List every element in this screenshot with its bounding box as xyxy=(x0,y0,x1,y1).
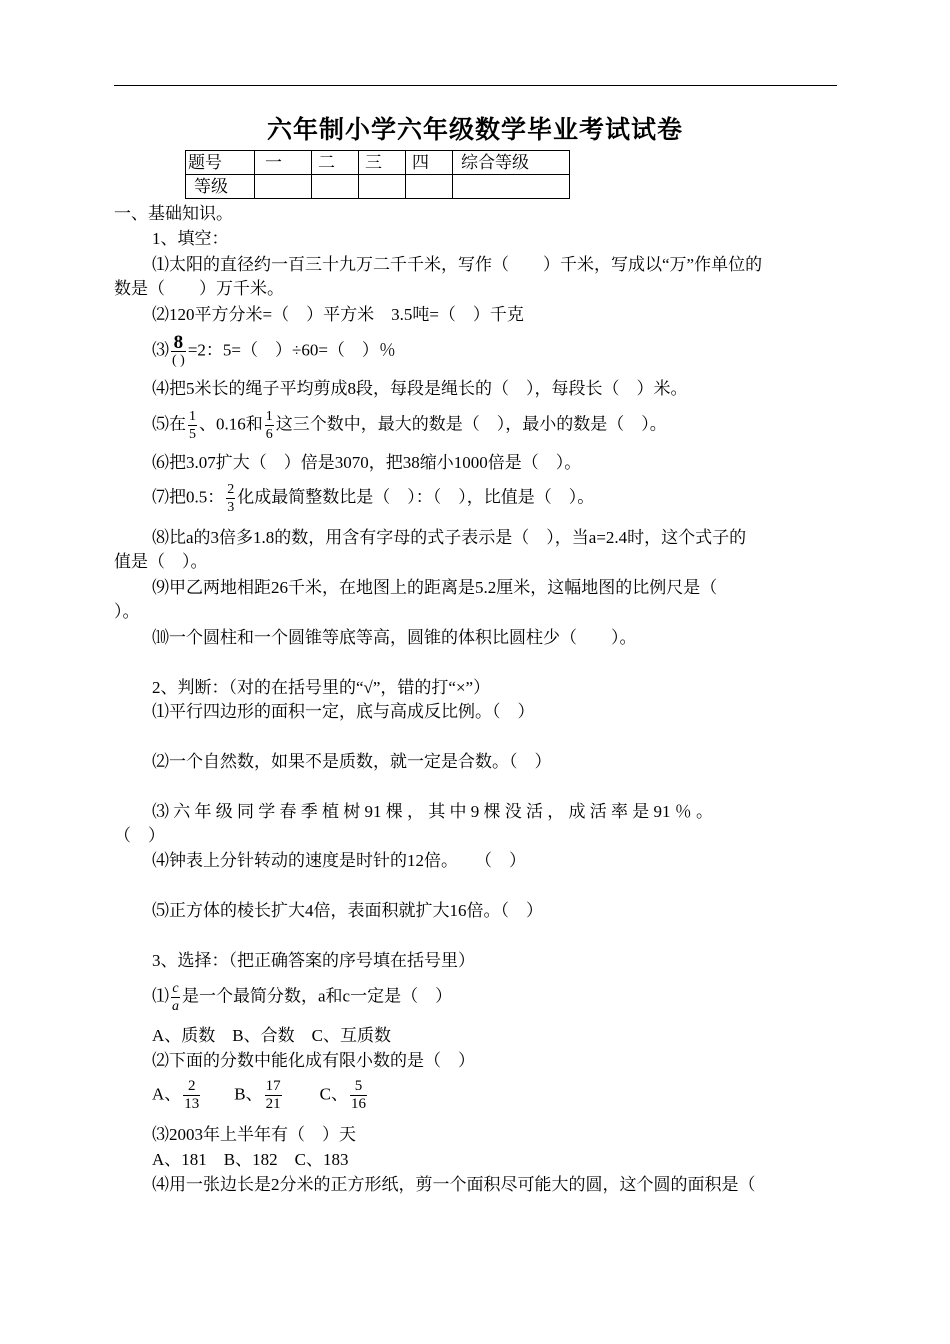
fraction-numerator: 1 xyxy=(265,409,273,424)
fraction-denominator: 21 xyxy=(265,1096,281,1112)
fraction-denominator: ( ) xyxy=(172,353,185,368)
page-title: 六年制小学六年级数学毕业考试试卷 xyxy=(266,117,683,144)
fraction-denominator: 16 xyxy=(350,1096,366,1112)
table-cell[interactable] xyxy=(359,175,406,199)
question-text: 、0.16和 xyxy=(199,414,263,434)
question-line: ⑷把5米长的绳子平均剪成8段，每段是绳长的（ ），每段长（ ）米。 xyxy=(152,379,688,398)
question-line: ⑹把3.07扩大（ ）倍是3070，把38缩小1000倍是（ ）。 xyxy=(152,453,582,472)
fraction-numerator: 5 xyxy=(350,1078,367,1096)
question-text: 是一个最简分数，a和c一定是（ ） xyxy=(182,986,453,1006)
table-cell: 一 xyxy=(255,151,312,175)
fraction-numerator: 1 xyxy=(189,409,196,424)
question-line: ⑵下面的分数中能化成有限小数的是（ ） xyxy=(152,1051,475,1070)
fraction xyxy=(265,408,274,443)
judge-heading: 2、判断：（对的在括号里的“√”，错的打“×”） xyxy=(152,678,491,697)
fraction-denominator: 3 xyxy=(227,500,235,515)
header-rule xyxy=(114,85,837,86)
question-text: ⑺把0.5： xyxy=(152,487,225,507)
table-cell[interactable] xyxy=(312,175,359,199)
question-text: =2：5=（ ）÷60=（ ）％ xyxy=(187,340,396,360)
choice-heading: 3、选择：（把正确答案的序号填在括号里） xyxy=(152,951,475,970)
question-line xyxy=(152,408,667,443)
fill-heading: 1、填空： xyxy=(152,229,229,248)
table-cell: 三 xyxy=(359,151,406,175)
question-line xyxy=(152,334,396,369)
fraction xyxy=(188,408,197,443)
table-cell[interactable] xyxy=(453,175,570,199)
question-line: ）。 xyxy=(114,602,140,621)
fraction xyxy=(183,1078,200,1113)
question-number: ⑶ xyxy=(152,340,169,360)
section-heading: 一、基础知识。 xyxy=(114,204,233,223)
option-label: C、 xyxy=(319,1084,348,1104)
table-cell: 题号 xyxy=(186,151,255,175)
fraction-numerator: 2 xyxy=(183,1078,200,1096)
fraction xyxy=(265,1078,282,1113)
fraction-numerator: 2 xyxy=(227,482,235,497)
fraction xyxy=(350,1078,367,1113)
fraction-numerator: c xyxy=(172,981,179,996)
fraction xyxy=(171,334,186,369)
question-text: 这三个数中，最大的数是（ ），最小的数是（ ）。 xyxy=(275,414,667,434)
question-line: ⑷钟表上分针转动的速度是时针的12倍。 （ ） xyxy=(152,851,526,870)
fraction-denominator: 13 xyxy=(184,1096,200,1112)
question-line: ⑸正方体的棱长扩大4倍，表面积就扩大16倍。（ ） xyxy=(152,901,543,920)
question-line: （ ） xyxy=(114,826,165,845)
grade-table xyxy=(185,150,570,199)
fraction xyxy=(171,980,180,1015)
table-cell: 四 xyxy=(406,151,453,175)
question-number: ⑴ xyxy=(152,986,169,1006)
question-text: ⑸在 xyxy=(152,414,186,434)
fraction-denominator: 6 xyxy=(265,427,273,442)
table-cell[interactable] xyxy=(406,175,453,199)
question-line: ⑽一个圆柱和一个圆锥等底等高，圆锥的体积比圆柱少（ ）。 xyxy=(152,628,637,647)
fraction-numerator: 17 xyxy=(265,1078,281,1094)
question-line: 值是（ ）。 xyxy=(114,552,208,571)
table-cell: 综合等级 xyxy=(453,151,570,175)
table-row xyxy=(186,175,570,199)
fraction-denominator: 5 xyxy=(189,427,196,442)
question-line: ⑷用一张边长是2分米的正方形纸，剪一个面积尽可能大的圆，这个圆的面积是（ xyxy=(152,1175,756,1194)
options-line: A、质数 B、合数 C、互质数 xyxy=(152,1026,391,1045)
option-label: B、 xyxy=(234,1084,263,1104)
question-line xyxy=(152,481,594,516)
options-line xyxy=(152,1078,369,1113)
option-label: A、 xyxy=(152,1084,182,1104)
table-row xyxy=(186,151,570,175)
question-line: ⑶2003年上半年有（ ）天 xyxy=(152,1125,356,1144)
fraction-denominator: a xyxy=(172,999,179,1014)
question-line xyxy=(152,980,452,1015)
table-cell: 二 xyxy=(312,151,359,175)
table-cell[interactable] xyxy=(255,175,312,199)
options-line: A、181 B、182 C、183 xyxy=(152,1150,349,1169)
question-line: ⑴平行四边形的面积一定，底与高成反比例。（ ） xyxy=(152,702,535,721)
question-line: ⑵一个自然数，如果不是质数，就一定是合数。（ ） xyxy=(152,752,552,771)
question-line: 数是（ ）万千米。 xyxy=(114,279,284,298)
question-line: ⑶ 六 年 级 同 学 春 季 植 树 91 棵 ， 其 中 9 棵 没 活 ， 成 活 率 是 91 ％ 。 xyxy=(152,802,713,821)
question-line: ⑴太阳的直径约一百三十九万二千千米，写作（ ）千米，写成以“万”作单位的 xyxy=(152,255,763,274)
fraction xyxy=(226,481,235,516)
question-line: ⑻比a的3倍多1.8的数，用含有字母的式子表示是（ ），当a=2.4时，这个式子的 xyxy=(152,528,747,547)
table-cell: 等级 xyxy=(186,175,255,199)
question-text: 化成最简整数比是（ ）：（ ），比值是（ ）。 xyxy=(237,487,595,507)
question-line: ⑵120平方分米=（ ）平方米 3.5吨=（ ）千克 xyxy=(152,305,524,324)
question-line: ⑼甲乙两地相距26千米，在地图上的距离是5.2厘米，这幅地图的比例尺是（ xyxy=(152,578,718,597)
fraction-numerator: 8 xyxy=(171,334,186,352)
